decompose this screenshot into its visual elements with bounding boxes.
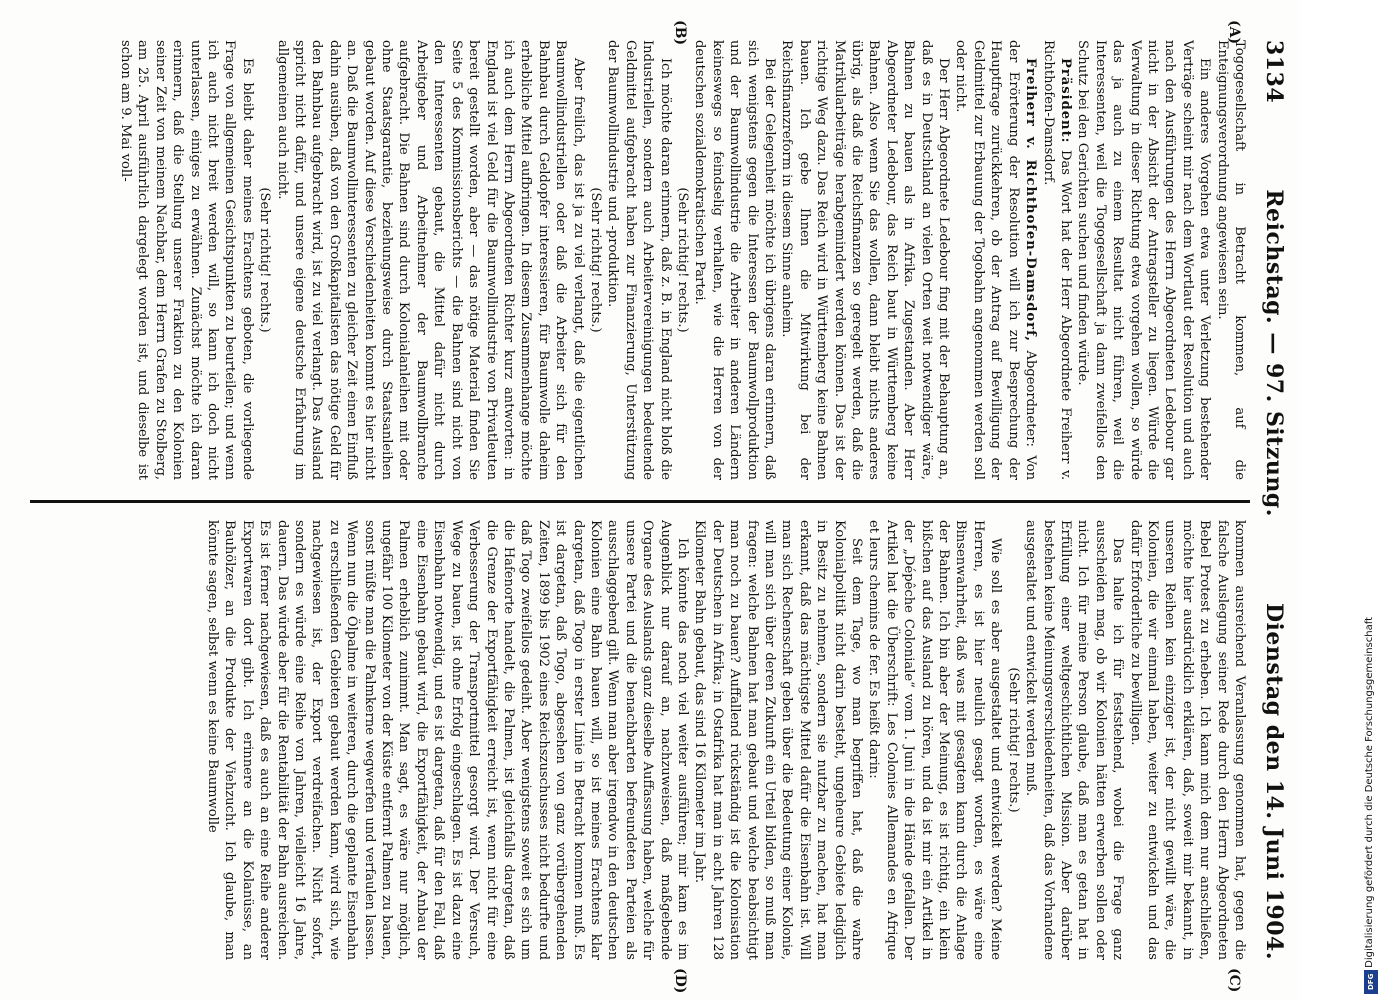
session-date: Dienstag den 14. Juni 1904. <box>1261 602 1287 960</box>
interjection: (Sehr richtig! rechts.) <box>1005 667 1021 813</box>
paragraph: Ich möchte daran erinnern, daß z. B. in England nicht bloß die Industriellen, sondern auch Arbeitervereinigungen bedeutende Geldmittel aufgebracht haben zur Finanzierung, Unterstützung der Baumwollindustrie und -produktion. <box>605 40 673 480</box>
speech-text: Abgeordneter: Von der Erörterung der Resolution will ich zur Besprechung der Hauptfrage zurückkehren, ob der Antrag auf Bewilligung der Geldmittel zur Erbauung der Togobahn angenommen werden soll oder nicht. <box>953 40 1039 480</box>
interjection: (Sehr richtig! rechts.) <box>587 187 603 333</box>
speaker-name: Freiherr v. Richthofen-Damsdorf, <box>1023 58 1039 342</box>
paragraph: Das halte ich für feststehend, wobei die Frage ganz ausscheiden mag, ob wir Kolonien hätten erwerben sollen oder nicht. Ich für meine Person glaube, daß man es getan hat in Erfüllung einer weltgeschichtlichen Mission. Aber darüber bestehen keine Meinungsverschiedenheiten, daß das Vorhandene ausgestaltet und entwickelt werden muß. <box>1023 520 1126 960</box>
margin-mark-a: (A) <box>1226 20 1242 45</box>
dfg-logo: DFG <box>1364 970 1378 994</box>
right-text-column <box>33 520 1248 960</box>
margin-mark-c: (C) <box>1226 968 1242 993</box>
speech-text: Das Wort hat der Herr Abgeordnete Freiherr v. Richthofen-Damsdorf. <box>1040 40 1073 480</box>
running-title: Reichstag. — 97. Sitzung. <box>1261 189 1287 517</box>
column-divider <box>30 500 1250 503</box>
digitization-credit <box>1359 0 1379 1000</box>
paragraph: kommen ausreichend Veranlassung genommen hat, gegen die falsche Auslegung seiner Rede durch den Herrn Abgeordneten Bebel Protest zu erheben. Ich kann mich dem nur anschließen, möchte hier ausdrücklich erklären, daß, soweit mir bekannt, in unseren Reihen kein einziger ist, der nicht gewillt wäre, die Kolonien, die wir einmal haben, weiter zu entwickeln und das dafür Erforderliche zu bewilligen. <box>1127 520 1247 960</box>
paragraph <box>1039 40 1074 480</box>
paragraph: Ich könnte das noch viel weiter ausführen; mir kam es im Augenblick nur darauf an, nachzuweisen, daß maßgebende Organe des Auslands ganz dieselbe Auffassung haben, welche für unsere Partei und die benachbarten befreundeten Parteien als ausschlaggebend gilt. Wenn man aber irgendwo in den deutschen Kolonien eine Bahn bauen will, so ist meines Erachtens klar dargetan, daß Togo in erster Linie in Betracht kommen muß. Es ist dargetan, daß Togo, abgesehen von ganz vorübergehenden Zeiten, 1899 bis 1902 eines Reichszuschusses nicht bedurfte und daß Togo zweifellos gedeiht. Aber wenigstens soweit es sich um die Hafenorte handelt, die Palmen, ist gleichfalls dargetan, daß die Grenze der Exportfähigkeit erreicht ist, wenn nicht für eine Verbesserung der Transportmittel gesorgt wird. Der Versuch, Wege zu bauen, ist ohne Erfolg eingeschlagen. Es ist dazu eine Eisenbahn notwendig, und es ist dargetan, daß für den Fall, daß eine Eisenbahn gebaut wird, die Exportfähigkeit, der Anbau der Palmen erheblich zunimmt. Man sagt, es wäre nur möglich, ungefähr 100 Kilometer von der Küste entfernt Palmen zu bauen, sonst müßte man die Palmkerne wegwerfen und verfaulen lassen. Wenn nun die Ölpalme in weiteren, durch die geplante Eisenbahn zu erschließenden Gebieten gebaut werden kann, wird sich, wie nachgewiesen ist, der Export verdreifachen. Nicht sofort, sondern es würde eine Reihe von Jahren, vielleicht 16 Jahre, dauern. Das würde aber für die Rentabilität der Bahn ausreichen. Es ist ferner nachgewiesen, daß es auch an eine Reihe anderer Exportwaren dort gibt. Ich erinnere an die Kolanüsse, an Bauhölzer, an die Produkte der Viehzucht. Ich glaube, man könnte sagen, selbst wenn es keine Baumwolle <box>205 520 690 960</box>
page-number: 3134 <box>1261 40 1287 104</box>
paragraph: Ein anderes Vorgehen etwa unter Verletzung bestehender Verträge scheint mir nach dem Wortlaut der Resolution und auch nach den Ausführungen des Herrn Abgeordneten Ledebour gar nicht in der Absicht der Antragsteller zu liegen. Würde die Verwaltung in dieser Richtung etwa vorgehen wollen, so würde das ja auch zu einem Resultat nicht führen, weil die Interessenten, weil die Togogesellschaft ja dann zweifellos den Schutz bei den Gerichten suchen und finden würde. <box>1075 40 1213 480</box>
paragraph <box>952 40 1039 480</box>
speaker-name: Präsident: <box>1057 58 1073 144</box>
paragraph: Aber freilich, das ist ja zu viel verlangt, daß die eigentlichen Baumwollindustriellen oder daß die Arbeiter sich für den Bahnbau durch Geldopfer interessieren, für Baumwolle daheim erhebliche Mittel aufbringen. In diesem Zusammenhange möchte ich auch dem Herrn Abgeordneten Richter kurz antworten: in England ist viel Geld für die Baumwollindustrie von Privatleuten bereit gestellt worden, aber — das nötige Material finden Sie Seite 5 des Kommissionsberichts — die Bahnen sind nicht von den Interessenten gebaut, die Mittel dafür nicht durch Arbeitgeber und Arbeitnehmer der Baumwollbranche aufgebracht. Die Bahnen sind durch Kolonialanleihen mit oder ohne Staatsgarantie, beziehungsweise durch Staatsanleihen gebaut worden. Auf diese Verschiedenheiten kommt es hier nicht an. Daß die Baumwollinteressenten zu gleicher Zeit einen Einfluß dahin ausüben, daß von den Großkapitalisten das nötige Geld für den Bahnbau aufgebracht wird, ist zu viel verlangt. Das Ausland spricht nicht dafür, und unsere eigene deutsche Erfahrung im allgemeinen auch nicht. <box>274 40 586 480</box>
left-text-column <box>33 40 1248 480</box>
interjection: (Sehr richtig! rechts.) <box>675 187 690 333</box>
paragraph: Bei der Gelegenheit möchte ich übrigens daran erinnern, daß sich wenigstens gegen die Interessen der Baumwollproduktion und der Baumwollindustrie die Arbeiter in anderen Ländern keineswegs so feindselig verhalten, wie die Herren von der deutschen sozialdemokratischen Partei. <box>692 40 778 480</box>
margin-mark-b: (B) <box>672 20 688 46</box>
paragraph: Der Herr Abgeordnete Ledebour fing mit der Behauptung an, daß es in Deutschland an vielen Orten weit notwendiger wäre, Bahnen zu bauen als in Afrika. Zugestanden. Aber Herr Abgeordneter Ledebour, das Reich baut in Württemberg keine Bahnen. Also wenn Sie das wollen, dann bleibt nichts anderes übrig, als daß die Reichsfinanzen so geregelt werden, daß die Matrikularbeiträge herabgemindert werden können. Das ist der richtige Weg dazu. Das Reich wird in Württemberg keine Bahnen bauen. Ich gebe Ihnen die Mitwirkung bei der Reichsfinanzreform in diesem Sinne anheim. <box>779 40 952 480</box>
page-header <box>1256 40 1292 960</box>
credit-text: Digitalisierung gefördert durch die Deutsche Forschungsgemeinschaft <box>1363 617 1375 968</box>
paragraph: Togogesellschaft in Betracht kommen, auf die Enteignungsverordnung angewiesen sein. <box>1214 40 1247 480</box>
interjection: (Sehr richtig! rechts.) <box>257 187 273 333</box>
paragraph: Seit dem Tage, wo man begriffen hat, daß die wahre Kolonialpolitik nicht darin besteht, ungeheure Gebiete lediglich in Besitz zu nehmen, sondern sie nutzbar zu machen, hat man erkannt, daß das mächtigste Mittel dafür die Eisenbahn ist. Will man sich Rechenschaft geben über die Bedeutung einer Kolonie, will man sich über deren Zukunft ein Urteil bilden, so muß man fragen: welche Bahnen hat man gebaut und welche beabsichtigt man noch zu bauen? Auffallend rückständig ist die Kolonisation der Deutschen in Afrika; in Ostafrika hat man in acht Jahren 128 Kilometer Bahn gebaut, das sind 16 Kilometer im Jahr. <box>692 520 865 960</box>
paragraph: Es bleibt daher meines Erachtens geboten, die vorliegende Frage von allgemeinen Gesichtspunkten zu beurteilen; und wenn ich auch nicht breit werden will, so kann ich doch nicht unterlassen, einiges zu erwähnen. Zunächst möchte ich daran erinnern, daß die Stellung unserer Fraktion zu den Kolonien seiner Zeit von meinem Nachbar, dem Herrn Grafen zu Stolberg, am 25. April ausführlich dargelegt worden ist, und dieselbe ist schon am 9. Mai voll- <box>118 40 255 480</box>
margin-mark-d: (D) <box>672 968 688 994</box>
paragraph: Wie soll es aber ausgestaltet und entwickelt werden? Meine Herren, es ist hier neulich gesagt worden, es wäre eine Binsenwahrheit, daß was mit gesagtem kann durch die Anlage der Bahnen. Ich bin aber der Meinung, es ist richtig, ein klein bißchen auf das Ausland zu hören, und da ist mir ein Artikel in der „Dépêche Coloniale“ vom 1. Juni in die Hände gefallen. Der Artikel hat die Überschrift: Les Colonies Allemandes en Afrique et leurs chemins de fer. Es heißt darin: <box>866 520 1004 960</box>
